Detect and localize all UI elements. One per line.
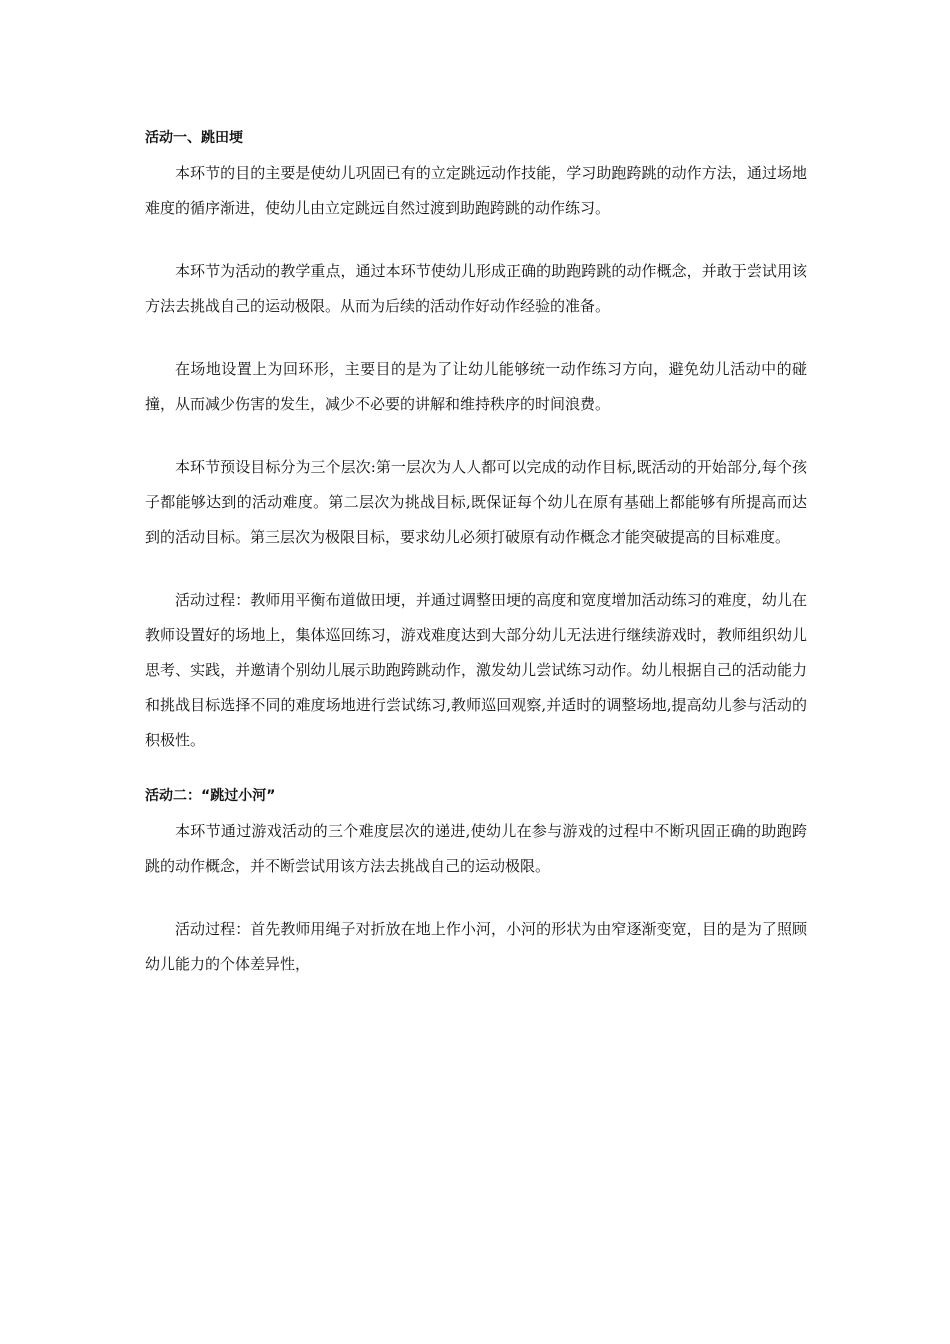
paragraph: 本环节为活动的教学重点，通过本环节使幼儿形成正确的助跑跨跳的动作概念，并敢于尝试用该方法去挑战自己的运动极限。从而为后续的活动作好动作经验的准备。: [145, 262, 807, 315]
paragraph: 本环节通过游戏活动的三个难度层次的递进,使幼儿在参与游戏的过程中不断巩固正确的助跑跨跳的动作概念，并不断尝试用该方法去挑战自己的运动极限。: [145, 822, 807, 875]
paragraph: 活动过程：首先教师用绳子对折放在地上作小河，小河的形状为由窄逐渐变宽，目的是为了照顾幼儿能力的个体差异性，: [145, 920, 807, 973]
paragraph: 本环节预设目标分为三个层次:第一层次为人人都可以完成的动作目标,既活动的开始部分,每个孩子都能够达到的活动难度。第二层次为挑战目标,既保证每个幼儿在原有基础上都能够有所提高而达到的活动目标。第三层次为极限目标，要求幼儿必须打破原有动作概念才能突破提高的目标难度。: [145, 458, 807, 546]
section-heading-activity-1: 活动一、跳田埂: [145, 130, 243, 146]
paragraph: 活动过程：教师用平衡布道做田埂，并通过调整田埂的高度和宽度增加活动练习的难度，幼儿在教师设置好的场地上，集体巡回练习，游戏难度达到大部分幼儿无法进行继续游戏时，教师组织幼儿思考、实践，并邀请个别幼儿展示助跑跨跳动作，激发幼儿尝试练习动作。幼儿根据自己的活动能力和挑战目标选择不同的难度场地进行尝试练习,教师巡回观察,并适时的调整场地,提高幼儿参与活动的积极性。: [145, 591, 807, 749]
paragraph: 本环节的目的主要是使幼儿巩固已有的立定跳远动作技能，学习助跑跨跳的动作方法，通过场地难度的循序渐进，使幼儿由立定跳远自然过渡到助跑跨跳的动作练习。: [145, 164, 807, 217]
document-body: [145, 122, 807, 1010]
paragraph: 在场地设置上为回环形，主要目的是为了让幼儿能够统一动作练习方向，避免幼儿活动中的碰撞，从而减少伤害的发生，减少不必要的讲解和维持秩序的时间浪费。: [145, 360, 807, 413]
section-heading-activity-2: 活动二：“跳过小河”: [145, 788, 276, 804]
